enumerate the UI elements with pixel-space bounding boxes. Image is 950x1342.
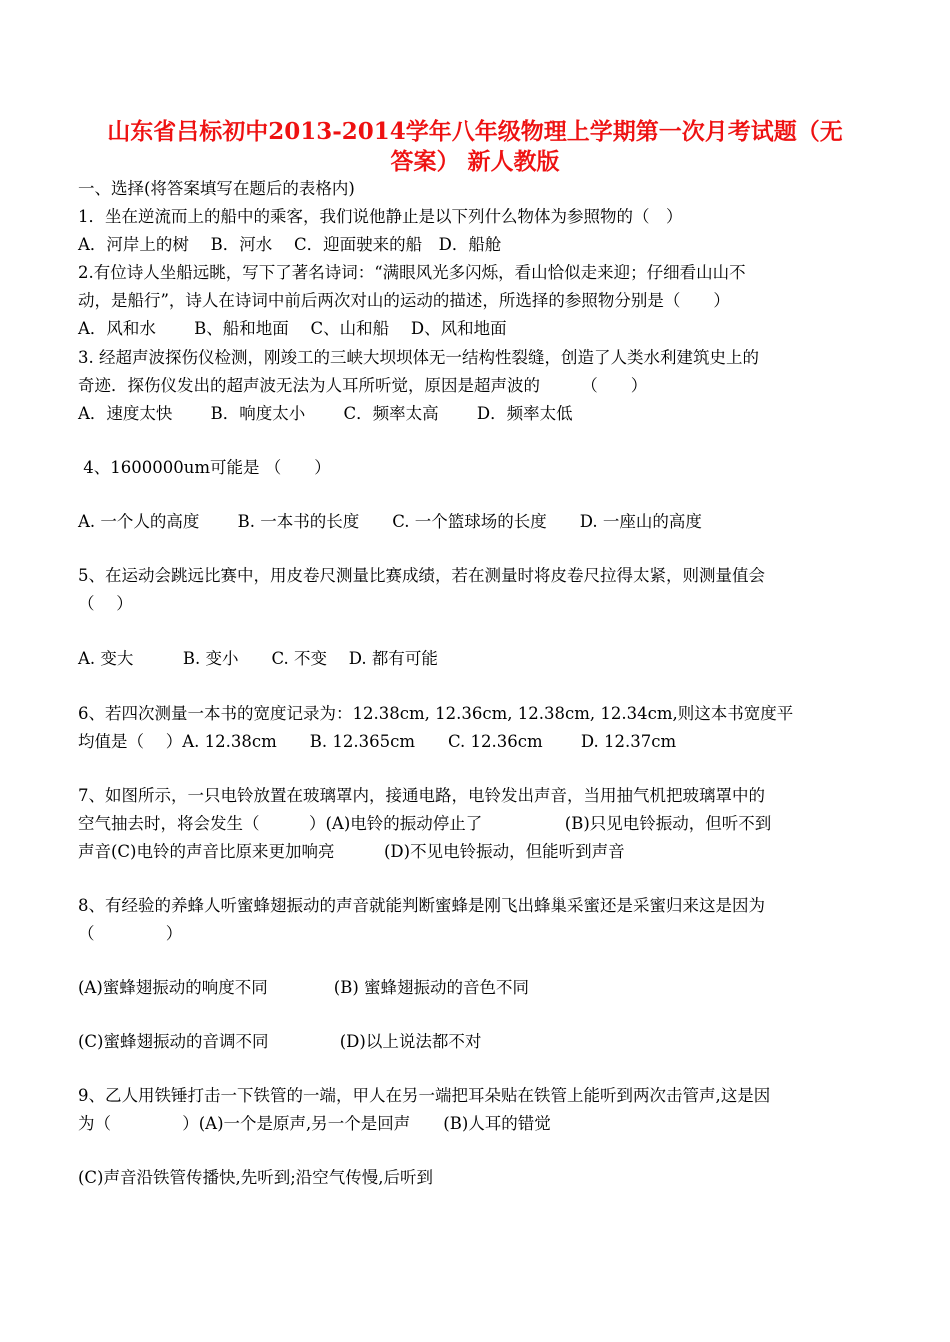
- question-8-options-cd: (C)蜜蜂翅振动的音调不同 (D)以上说法都不对: [78, 1032, 482, 1051]
- question-9-stem-line-1: 9、乙人用铁锤打击一下铁管的一端，甲人在另一端把耳朵贴在铁管上能听到两次击管声,这是因: [78, 1086, 771, 1105]
- question-7-line-1: 7、如图所示，一只电铃放置在玻璃罩内，接通电路，电铃发出声音，当用抽气机把玻璃罩中的: [78, 786, 765, 805]
- page-title-line-2: 答案） 新人教版: [390, 148, 560, 175]
- question-2-stem-line-2: 动，是船行”，诗人在诗词中前后两次对山的运动的描述，所选择的参照物分别是（ ）: [78, 291, 730, 310]
- question-4-options: A. 一个人的高度 B. 一本书的长度 C. 一个篮球场的长度 D. 一座山的高度: [78, 512, 702, 531]
- question-1-stem: 1．坐在逆流而上的船中的乘客，我们说他静止是以下列什么物体为参照物的（ ）: [78, 207, 683, 226]
- question-9-option-c: (C)声音沿铁管传播快,先听到;沿空气传慢,后听到: [78, 1168, 434, 1187]
- question-6-stem: 6、若四次测量一本书的宽度记录为：12.38cm, 12.36cm, 12.38cm, 12.34cm,则这本书宽度平: [78, 704, 794, 723]
- question-7-line-3: 声音(C)电铃的声音比原来更加响亮 (D)不见电铃振动，但能听到声音: [78, 842, 625, 861]
- question-5-options: A. 变大 B. 变小 C. 不变 D. 都有可能: [78, 649, 438, 668]
- question-6-options: 均值是（ ）A. 12.38cm B. 12.365cm C. 12.36cm D. 12.37cm: [78, 732, 677, 751]
- question-1-options: A．河岸上的树 B．河水 C．迎面驶来的船 D．船舱: [78, 235, 502, 254]
- question-2-options: A．风和水 B、船和地面 C、山和船 D、风和地面: [78, 319, 507, 338]
- question-8-stem-line-2: （ ）: [78, 924, 183, 943]
- question-3-stem-line-1: 3. 经超声波探伤仪检测，刚竣工的三峡大坝坝体无一结构性裂缝，创造了人类水利建筑史上的: [78, 348, 759, 367]
- question-7-line-2: 空气抽去时，将会发生（ ）(A)电铃的振动停止了 (B)只见电铃振动，但听不到: [78, 814, 772, 833]
- question-5-stem-line-2: （ ）: [78, 594, 133, 613]
- question-9-stem-line-2: 为（ ）(A)一个是原声,另一个是回声 (B)人耳的错觉: [78, 1114, 551, 1133]
- question-3-stem-line-2: 奇迹．探伤仪发出的超声波无法为人耳所听觉，原因是超声波的 （ ）: [78, 376, 648, 395]
- question-8-options-ab: (A)蜜蜂翅振动的响度不同 (B) 蜜蜂翅振动的音色不同: [78, 978, 530, 997]
- question-5-stem-line-1: 5、在运动会跳远比赛中，用皮卷尺测量比赛成绩，若在测量时将皮卷尺拉得太紧，则测量值会: [78, 566, 765, 585]
- question-8-stem-line-1: 8、有经验的养蜂人听蜜蜂翅振动的声音就能判断蜜蜂是刚飞出蜂巢采蜜还是采蜜归来这是因为: [78, 896, 765, 915]
- question-4-stem: 4、1600000um可能是 （ ）: [78, 458, 331, 477]
- page-title-line-1: 山东省吕标初中2013-2014学年八年级物理上学期第一次月考试题（无: [107, 118, 843, 145]
- question-3-options: A．速度太快 B．响度太小 C．频率太高 D．频率太低: [78, 404, 573, 423]
- question-2-stem-line-1: 2.有位诗人坐船远眺，写下了著名诗词：“满眼风光多闪烁，看山恰似走来迎；仔细看山山不: [78, 263, 746, 282]
- section-heading: 一、选择(将答案填写在题后的表格内): [78, 179, 355, 198]
